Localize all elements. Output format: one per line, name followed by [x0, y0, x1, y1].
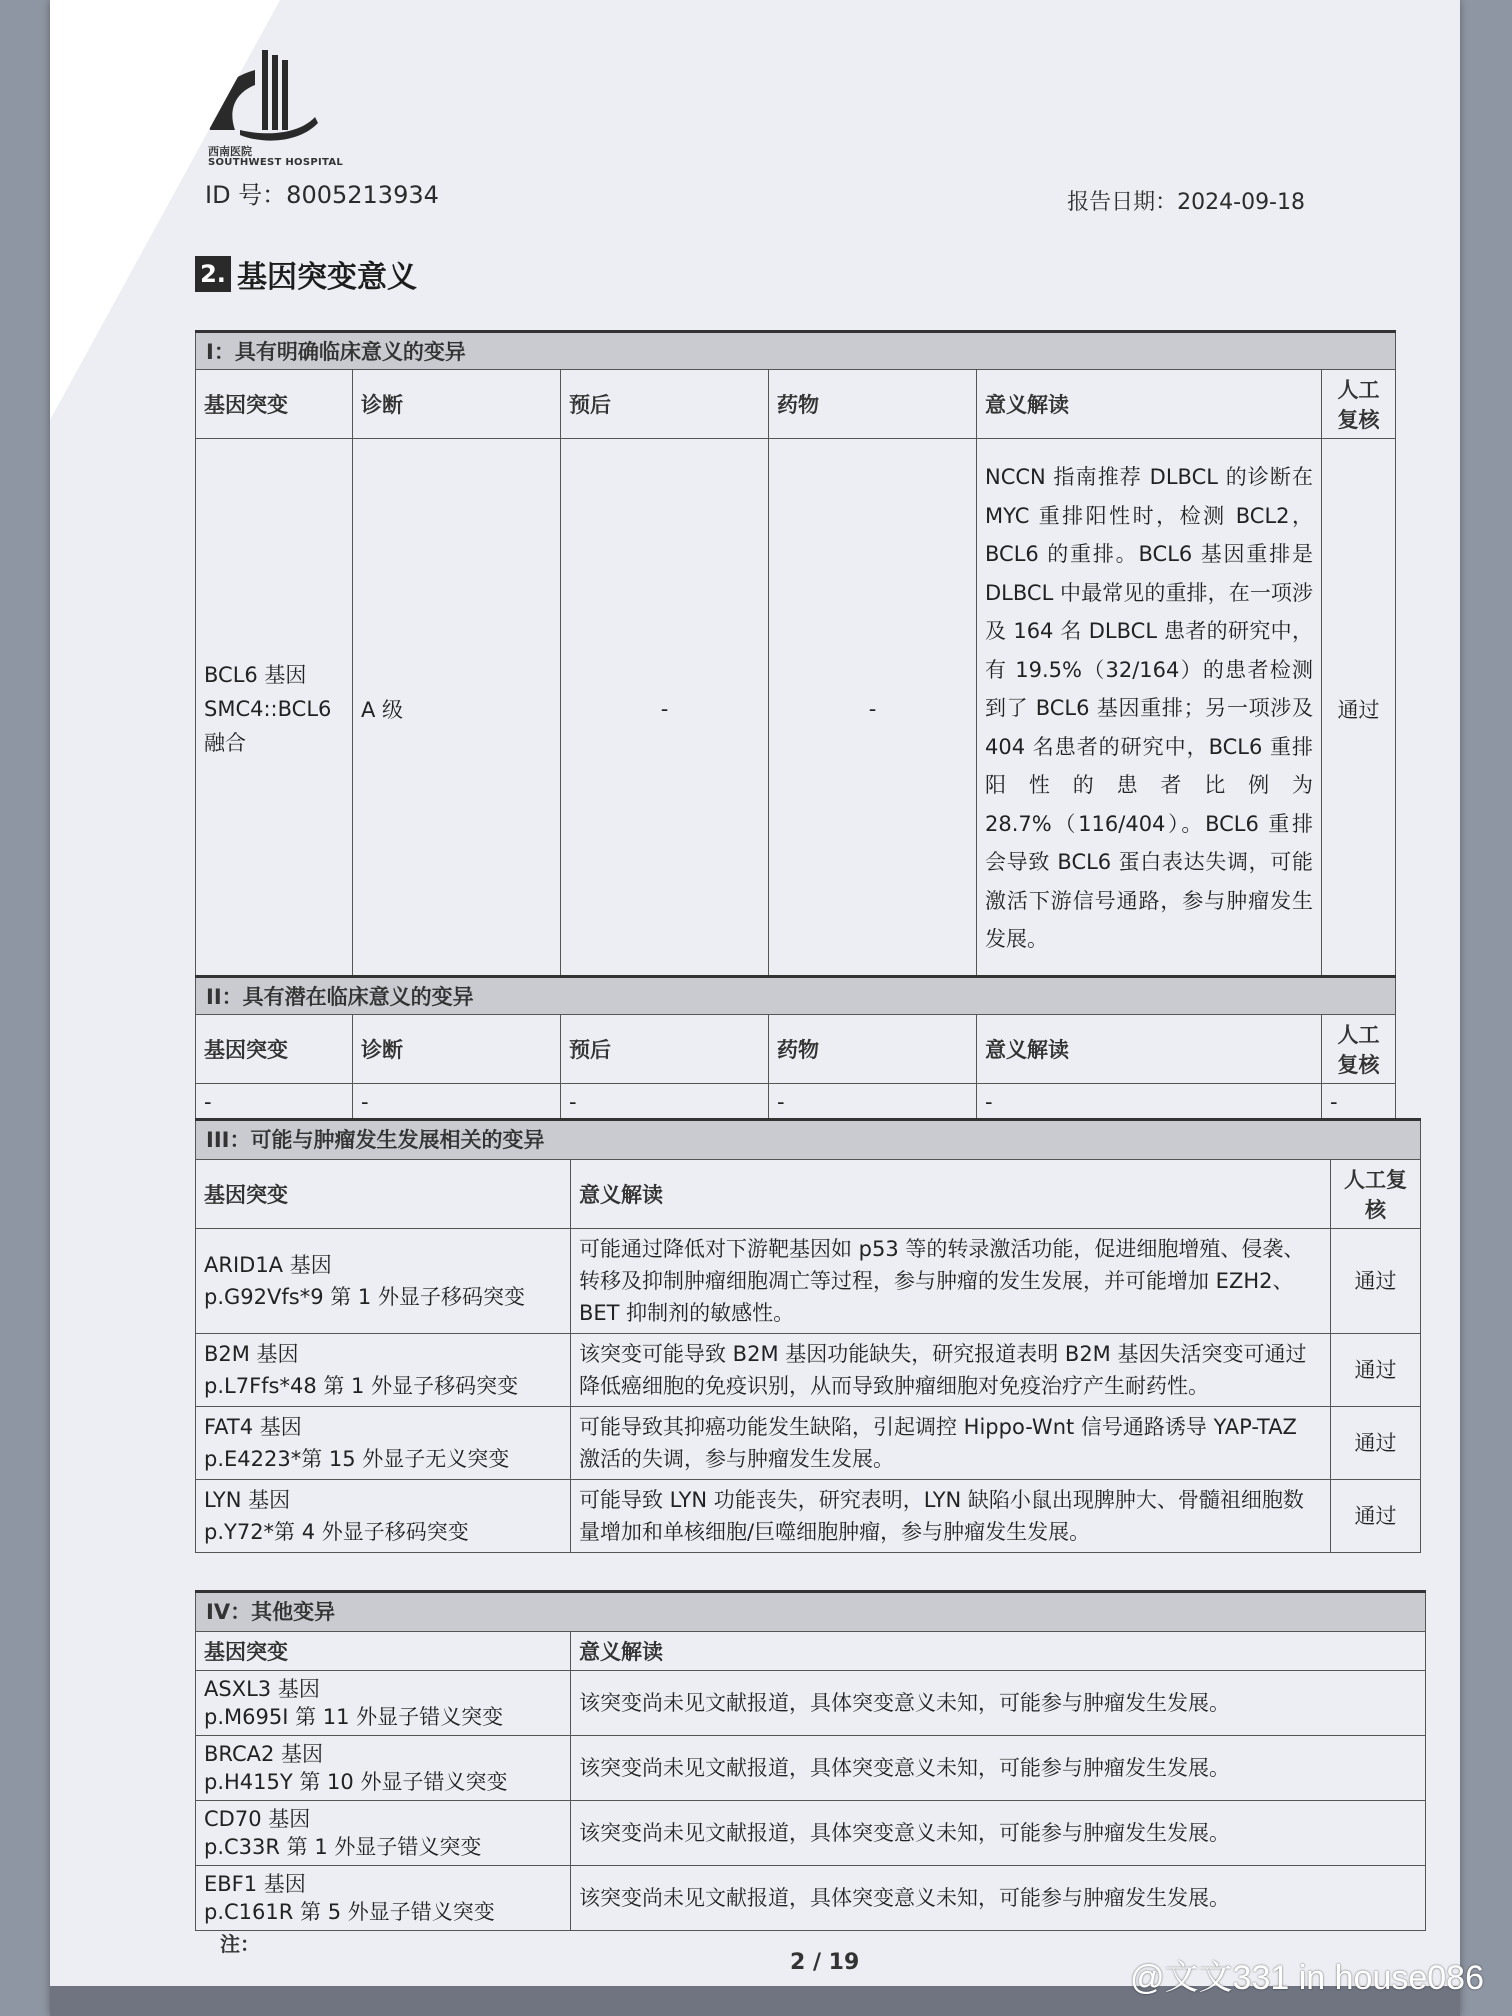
table3-variant: p.Y72*第 4 外显子移码突变 [204, 1520, 469, 1544]
table1-prognosis: - [561, 439, 769, 979]
table2-header-diagnosis: 诊断 [353, 1015, 561, 1084]
table4-variant: p.M695I 第 11 外显子错义突变 [204, 1705, 504, 1729]
table2-header-interpretation: 意义解读 [977, 1015, 1322, 1084]
table4-gene: BRCA2 基因 [204, 1742, 324, 1766]
table-row [196, 439, 1396, 979]
table-row [196, 1334, 1421, 1407]
table1-interpretation: NCCN 指南推荐 DLBCL 的诊断在 MYC 重排阳性时，检测 BCL2，BCL6 的重排。BCL6 基因重排是 DLBCL 中最常见的重排，在一项涉及 164 名 DLBCL 患者的研究中，有 19.5%（32/164）的患者检测到了 BCL6 基因重排；另一项涉及 404 名患者的研究中，BCL6 重排阳性的患者比例为 28.7%（116/404）。BCL6 重排会导致 BCL6 蛋白表达失调，可能激活下游信号通路，参与肿瘤发生发展。 [977, 439, 1322, 979]
table3-gene: B2M 基因 [204, 1342, 299, 1366]
table4-variant: p.C161R 第 5 外显子错义突变 [204, 1900, 495, 1924]
table3-interpretation: 该突变可能导致 B2M 基因功能缺失，研究报道表明 B2M 基因失活突变可通过降低癌细胞的免疫识别，从而导致肿瘤细胞对免疫治疗产生耐药性。 [571, 1334, 1331, 1407]
table3-interpretation: 可能通过降低对下游靶基因如 p53 等的转录激活功能，促进细胞增殖、侵袭、转移及抑制肿瘤细胞凋亡等过程，参与肿瘤的发生发展，并可能增加 EZH2、BET 抑制剂的敏感性。 [571, 1229, 1331, 1334]
table3-review: 通过 [1331, 1229, 1421, 1334]
table3-review: 通过 [1331, 1334, 1421, 1407]
table-other-variants [195, 1590, 1426, 1931]
table4-gene: EBF1 基因 [204, 1872, 306, 1896]
table4-band: IV：其他变异 [196, 1592, 1426, 1632]
table1-header-drug: 药物 [769, 370, 977, 439]
table1-diagnosis: A 级 [353, 439, 561, 979]
table4-interpretation: 该突变尚未见文献报道，具体突变意义未知，可能参与肿瘤发生发展。 [571, 1671, 1426, 1736]
table3-header-review: 人工复核 [1331, 1160, 1421, 1229]
table3-interpretation: 可能导致其抑癌功能发生缺陷，引起调控 Hippo-Wnt 信号通路诱导 YAP-TAZ 激活的失调，参与肿瘤发生发展。 [571, 1407, 1331, 1480]
table4-interpretation: 该突变尚未见文献报道，具体突变意义未知，可能参与肿瘤发生发展。 [571, 1801, 1426, 1866]
table3-gene: LYN 基因 [204, 1488, 291, 1512]
table3-band: III：可能与肿瘤发生发展相关的变异 [196, 1120, 1421, 1160]
table4-header-gene: 基因突变 [196, 1632, 571, 1671]
table-row [196, 1229, 1421, 1334]
table2-cell: - [561, 1084, 769, 1120]
table1-header-diagnosis: 诊断 [353, 370, 561, 439]
page-number: 2 / 19 [790, 1950, 860, 1975]
table3-variant: p.G92Vfs*9 第 1 外显子移码突变 [204, 1285, 525, 1309]
table1-header-review: 人工复核 [1322, 370, 1396, 439]
table2-header-gene: 基因突变 [196, 1015, 353, 1084]
table1-review: 通过 [1322, 439, 1396, 979]
table2-cell: - [196, 1084, 353, 1120]
table1-gene: BCL6 基因 SMC4::BCL6 融合 [196, 439, 353, 979]
table4-header-interpretation: 意义解读 [571, 1632, 1426, 1671]
table-row [196, 1084, 1396, 1120]
table3-interpretation: 可能导致 LYN 功能丧失，研究表明，LYN 缺陷小鼠出现脾肿大、骨髓祖细胞数量增加和单核细胞/巨噬细胞肿瘤，参与肿瘤发生发展。 [571, 1480, 1331, 1553]
table2-header-prognosis: 预后 [561, 1015, 769, 1084]
report-date: 报告日期：2024-09-18 [1067, 190, 1305, 215]
section-title [195, 252, 417, 296]
table4-interpretation: 该突变尚未见文献报道，具体突变意义未知，可能参与肿瘤发生发展。 [571, 1736, 1426, 1801]
table3-review: 通过 [1331, 1407, 1421, 1480]
table-row [196, 1407, 1421, 1480]
table3-review: 通过 [1331, 1480, 1421, 1553]
table-row [196, 1736, 1426, 1801]
table2-cell: - [977, 1084, 1322, 1120]
table3-gene: ARID1A 基因 [204, 1253, 332, 1277]
table2-header-drug: 药物 [769, 1015, 977, 1084]
table2-cell: - [769, 1084, 977, 1120]
table-row [196, 1480, 1421, 1553]
table2-cell: - [1322, 1084, 1396, 1120]
table4-variant: p.C33R 第 1 外显子错义突变 [204, 1835, 482, 1859]
table1-header-prognosis: 预后 [561, 370, 769, 439]
table4-interpretation: 该突变尚未见文献报道，具体突变意义未知，可能参与肿瘤发生发展。 [571, 1866, 1426, 1931]
hospital-name-en: SOUTHWEST HOSPITAL [208, 157, 344, 168]
report-page [50, 0, 1460, 2016]
table1-band: I：具有明确临床意义的变异 [196, 332, 1396, 370]
table2-cell: - [353, 1084, 561, 1120]
table3-header-interpretation: 意义解读 [571, 1160, 1331, 1229]
table-row [196, 1866, 1426, 1931]
section-number: 2. [195, 256, 231, 292]
table3-variant: p.E4223*第 15 外显子无义突变 [204, 1447, 510, 1471]
table-potential-clinical-significance [195, 975, 1396, 1120]
hospital-name-cn: 西南医院 [208, 145, 252, 158]
watermark: @文文331 in house086 [1130, 1959, 1484, 1997]
table1-header-gene: 基因突变 [196, 370, 353, 439]
table1-drug: - [769, 439, 977, 979]
footnote-label: 注： [220, 1932, 260, 1956]
table3-header-gene: 基因突变 [196, 1160, 571, 1229]
table3-gene: FAT4 基因 [204, 1415, 302, 1439]
table-row [196, 1801, 1426, 1866]
table2-header-review: 人工复核 [1322, 1015, 1396, 1084]
table-row [196, 1671, 1426, 1736]
table-tumor-related-variants [195, 1118, 1421, 1553]
table3-variant: p.L7Ffs*48 第 1 外显子移码突变 [204, 1374, 519, 1398]
section-title-text: 基因突变意义 [237, 260, 417, 295]
table-clear-clinical-significance [195, 330, 1396, 979]
table1-header-interpretation: 意义解读 [977, 370, 1322, 439]
table4-variant: p.H415Y 第 10 外显子错义突变 [204, 1770, 508, 1794]
table2-band: II：具有潜在临床意义的变异 [196, 977, 1396, 1015]
table4-gene: CD70 基因 [204, 1807, 311, 1831]
table4-gene: ASXL3 基因 [204, 1677, 320, 1701]
patient-id: ID 号：8005213934 [205, 181, 439, 209]
